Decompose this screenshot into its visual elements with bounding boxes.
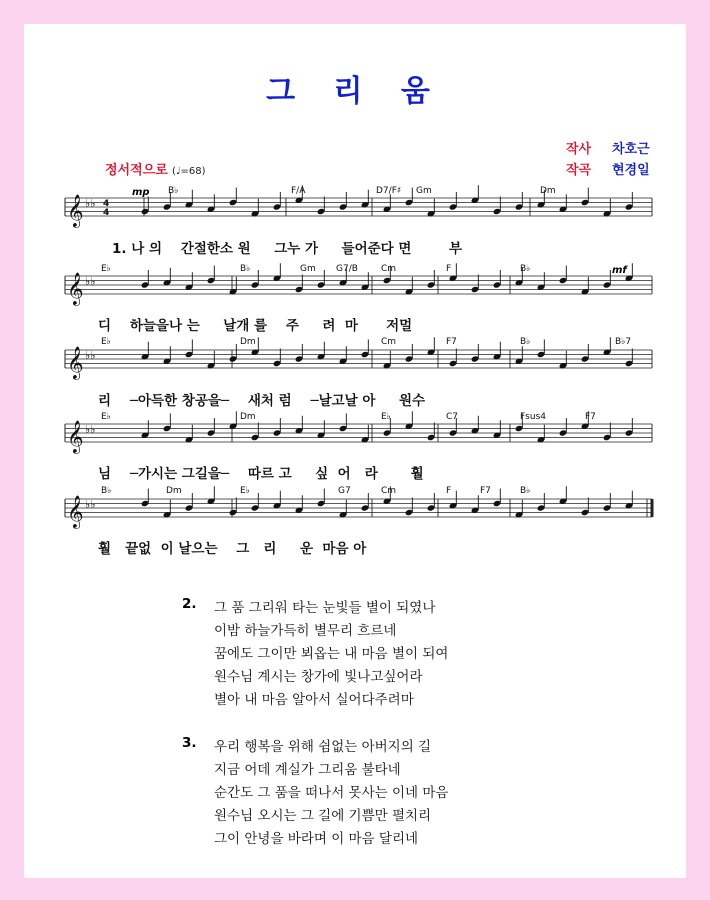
chord: G7/B	[336, 264, 358, 274]
time-signature: 4	[103, 208, 110, 218]
chord: B♭	[520, 337, 531, 347]
chord: F7	[480, 486, 491, 496]
chord: C7	[446, 412, 459, 422]
chord: F/A	[291, 186, 306, 196]
composer-label: 작곡	[566, 163, 592, 178]
lyrics-system-4: 님 ─가시는 그길을─ 따르 고 싶 어 라 훨	[98, 466, 424, 482]
chord: Gm	[416, 186, 432, 196]
key-signature: ♭♭	[85, 197, 96, 210]
key-signature: ♭♭	[85, 349, 96, 362]
chord: Cm	[381, 264, 397, 274]
dynamic-mf: mf	[612, 265, 627, 276]
chord: B♭	[520, 486, 531, 496]
chord: Cm	[381, 486, 397, 496]
chord: Gm	[300, 264, 316, 274]
tempo-word: 정서적으로	[105, 163, 168, 178]
chord: G7	[338, 486, 351, 496]
chord: B♭7	[615, 337, 632, 347]
treble-clef: 𝄞	[67, 420, 84, 453]
verse-line: 원수님 오시는 그 길에 기쁨만 펼치리	[214, 808, 432, 824]
chord: F7	[446, 337, 457, 347]
key-signature: ♭♭	[85, 423, 96, 436]
chord: Dm	[240, 337, 256, 347]
chord: F7	[585, 412, 596, 422]
tempo-metronome: (♩=68)	[171, 166, 206, 177]
treble-clef: 𝄞	[67, 272, 84, 305]
chord: B♭	[168, 186, 179, 196]
chord: E♭	[101, 412, 111, 422]
verse-line: 그이 안녕을 바라며 이 마음 달리네	[214, 831, 419, 847]
chord: Cm	[381, 337, 397, 347]
verse-line: 우리 행복을 위해 쉼없는 아버지의 길	[214, 739, 432, 755]
verse-number: 3.	[182, 735, 197, 751]
chord: B♭	[101, 486, 112, 496]
dynamic-mp: mp	[132, 187, 150, 198]
treble-clef: 𝄞	[67, 495, 84, 528]
lyrics-system-2: 디 하늘을나 는 날개 를 주 려 마 저멀	[98, 318, 413, 334]
verse-line: 순간도 그 품을 떠나서 못사는 이네 마음	[214, 785, 449, 801]
verse-line: 원수님 계시는 창가에 빛나고싶어라	[214, 669, 423, 685]
lyrics-system-3: 리 ─아득한 창공을─ 새처 럼 ─날고날 아 원수	[98, 393, 426, 409]
chord: D7/F♯	[376, 186, 402, 196]
lyrics-system-5: 훨 끝없 이 날으는 그 리 운 마음 아	[98, 541, 367, 557]
composer-name: 현경일	[612, 163, 650, 178]
chord: Dm	[240, 412, 256, 422]
verse-line: 꿈에도 그이만 뵈옵는 내 마음 별이 되여	[214, 646, 449, 662]
chord: F	[446, 486, 452, 496]
treble-clef: 𝄞	[67, 194, 84, 227]
key-signature: ♭♭	[85, 275, 96, 288]
chord: Dm	[166, 486, 182, 496]
verse-line: 별아 내 마음 알아서 실어다주려마	[214, 692, 414, 708]
chord: E♭	[101, 337, 111, 347]
chord: F	[446, 264, 452, 274]
chord: E♭	[101, 264, 111, 274]
chord: B♭	[520, 264, 531, 274]
lyrics-system-1: 1. 나 의 간절한소 원 그누 가 들어준다 면 부	[112, 241, 463, 257]
chord: E♭	[381, 412, 391, 422]
time-signature: 4	[103, 199, 110, 209]
lyricist-name: 차호근	[612, 142, 650, 157]
treble-clef: 𝄞	[67, 346, 84, 379]
song-title: 그 리 움	[266, 74, 444, 109]
lyricist-label: 작사	[566, 142, 592, 157]
verse-number: 2.	[182, 596, 197, 612]
verse-line: 지금 어데 계실가 그리움 불타네	[214, 762, 401, 778]
chord: B♭	[240, 264, 251, 274]
chord: Fsus4	[520, 412, 546, 422]
key-signature: ♭♭	[85, 498, 96, 511]
verse-line: 이밤 하늘가득히 별무리 흐르네	[214, 623, 397, 639]
chord: Dm	[540, 186, 556, 196]
chord: E♭	[240, 486, 250, 496]
verse-line: 그 품 그리워 타는 눈빛들 별이 되였나	[214, 600, 436, 616]
